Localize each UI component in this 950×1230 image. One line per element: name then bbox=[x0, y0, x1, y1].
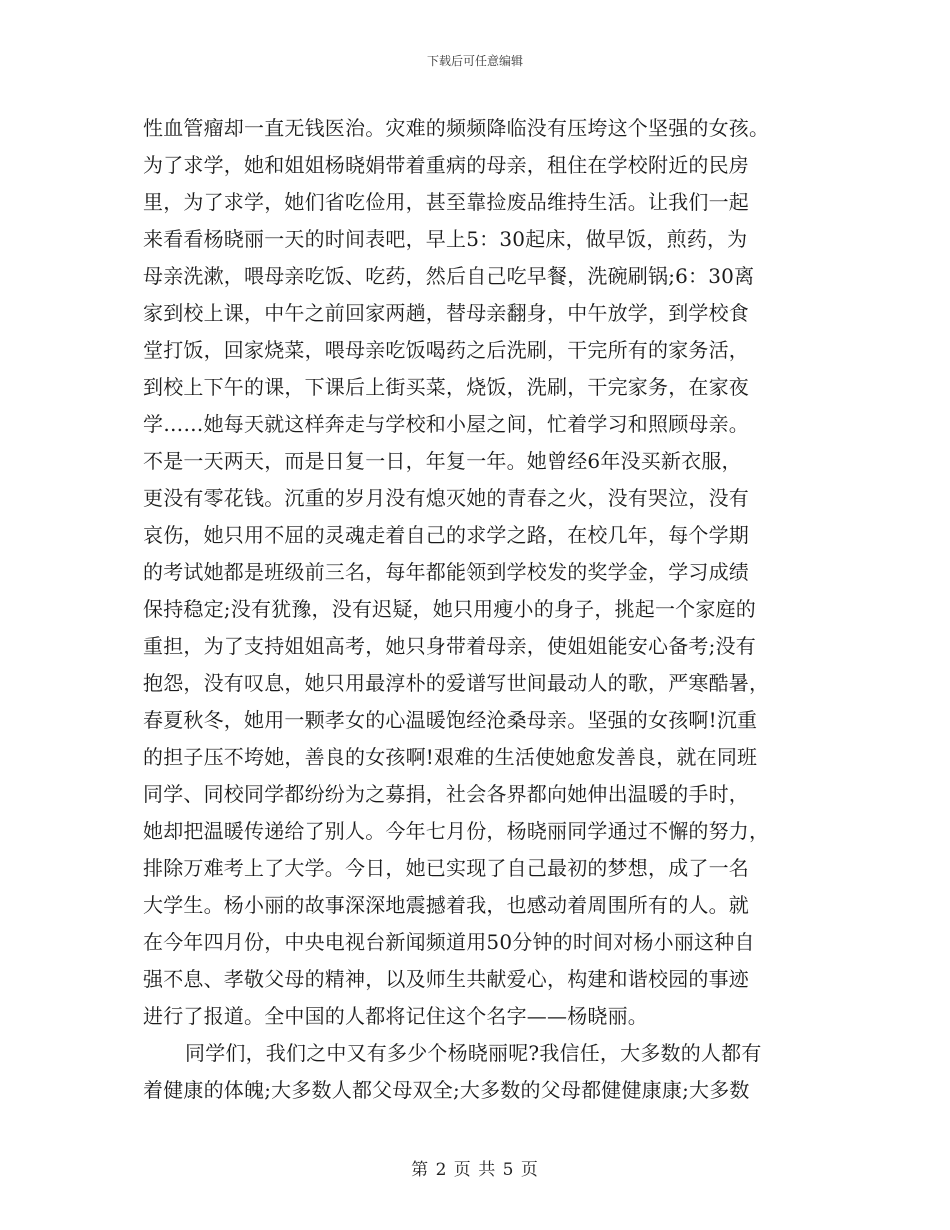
text-line: 进行了报道。全中国的人都将记住这个名字——杨晓丽。 bbox=[143, 1004, 648, 1028]
text-line: 学……她每天就这样奔走与学校和小屋之间，忙着学习和照顾母亲。 bbox=[143, 412, 749, 436]
text-line: 大学生。杨小丽的故事深深地震撼着我，也感动着周围所有的人。就 bbox=[143, 893, 749, 917]
text-line: 家到校上课，中午之前回家两趟，替母亲翻身，中午放学，到学校食 bbox=[143, 301, 749, 325]
text-line: 堂打饭，回家烧菜，喂母亲吃饭喝药之后洗刷，干完所有的家务活， bbox=[143, 338, 749, 362]
text-line: 强不息、孝敬父母的精神，以及师生共献爱心，构建和谐校园的事迹 bbox=[143, 967, 749, 991]
text-line: 到校上下午的课，下课后上街买菜，烧饭，洗刷，干完家务，在家夜 bbox=[143, 375, 749, 399]
text-line: 重担，为了支持姐姐高考，她只身带着母亲，使姐姐能安心备考;没有 bbox=[143, 634, 756, 658]
header-note: 下载后可任意编辑 bbox=[426, 54, 523, 68]
text-line: 母亲洗漱，喂母亲吃饭、吃药，然后自己吃早餐，洗碗刷锅;6：30离 bbox=[143, 264, 755, 288]
text-line: 的考试她都是班级前三名，每年都能领到学校发的奖学金，学习成绩 bbox=[143, 560, 749, 584]
paragraph-start-line: 同学们，我们之中又有多少个杨晓丽呢?我信任，大多数的人都有 bbox=[185, 1041, 762, 1065]
text-line: 春夏秋冬，她用一颗孝女的心温暖饱经沧桑母亲。坚强的女孩啊!沉重 bbox=[143, 708, 758, 732]
text-line: 在今年四月份，中央电视台新闻频道用50分钟的时间对杨小丽这种自 bbox=[143, 930, 755, 954]
page-number: 第 2 页 共 5 页 bbox=[411, 1160, 539, 1180]
text-line: 哀伤，她只用不屈的灵魂走着自己的求学之路，在校几年，每个学期 bbox=[143, 523, 749, 547]
text-line: 着健康的体魄;大多数人都父母双全;大多数的父母都健健康康;大多数 bbox=[143, 1078, 750, 1102]
text-line: 更没有零花钱。沉重的岁月没有熄灭她的青春之火，没有哭泣，没有 bbox=[143, 486, 749, 510]
text-line: 不是一天两天，而是日复一日，年复一年。她曾经6年没买新衣服， bbox=[143, 449, 742, 473]
text-line: 同学、同校同学都纷纷为之募捐，社会各界都向她伸出温暖的手时， bbox=[143, 782, 749, 806]
text-line: 的担子压不垮她，善良的女孩啊!艰难的生活使她愈发善良，就在同班 bbox=[143, 745, 758, 769]
body-text bbox=[143, 110, 813, 1109]
text-line: 她却把温暖传递给了别人。今年七月份，杨晓丽同学通过不懈的努力， bbox=[143, 819, 770, 843]
text-line: 抱怨，没有叹息，她只用最淳朴的爱谱写世间最动人的歌，严寒酷暑， bbox=[143, 671, 770, 695]
text-line: 里，为了求学，她们省吃俭用，甚至靠捡废品维持生活。让我们一起 bbox=[143, 190, 749, 214]
text-line: 排除万难考上了大学。今日，她已实现了自己最初的梦想，成了一名 bbox=[143, 856, 749, 880]
text-line: 来看看杨晓丽一天的时间表吧，早上5：30起床，做早饭，煎药，为 bbox=[143, 227, 748, 251]
text-line: 性血管瘤却一直无钱医治。灾难的频频降临没有压垮这个坚强的女孩。 bbox=[143, 116, 770, 140]
text-line: 为了求学，她和姐姐杨晓娟带着重病的母亲，租住在学校附近的民房 bbox=[143, 153, 749, 177]
text-line: 保持稳定;没有犹豫，没有迟疑，她只用瘦小的身子，挑起一个家庭的 bbox=[143, 597, 756, 621]
